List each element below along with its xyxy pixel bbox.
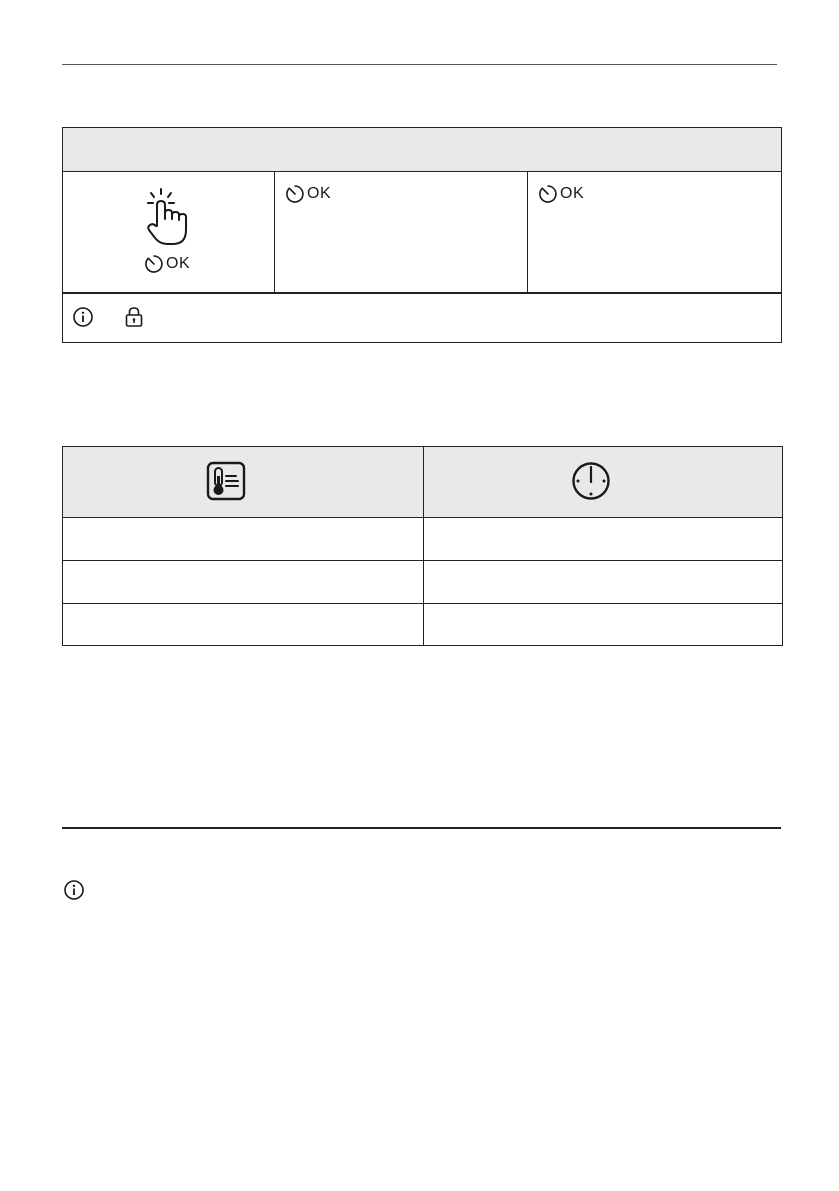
timer-icon	[538, 184, 558, 204]
table-row	[63, 518, 782, 561]
ok-label: OK	[560, 185, 585, 202]
long-press-ok-group	[538, 184, 584, 204]
controls-table-header	[63, 128, 781, 172]
info-icon	[63, 879, 85, 901]
timer-icon	[144, 254, 164, 274]
controls-cell-touch	[63, 172, 275, 292]
ok-label: OK	[307, 185, 332, 202]
info-icon	[72, 306, 94, 328]
controls-cell-short-press	[275, 172, 528, 292]
clock-icon	[571, 461, 611, 501]
section-rule	[62, 827, 781, 829]
ok-label: OK	[166, 255, 191, 272]
thermometer-display-icon	[206, 461, 246, 501]
controls-table-footer	[63, 294, 781, 342]
controls-table	[62, 127, 782, 343]
display-table	[62, 446, 783, 646]
table-row	[63, 561, 782, 604]
tap-hand-icon	[143, 186, 193, 248]
touch-ok-group	[144, 254, 190, 274]
top-rule	[62, 64, 777, 65]
short-press-ok-group	[285, 184, 331, 204]
lock-icon	[124, 306, 144, 328]
controls-cell-long-press	[528, 172, 781, 292]
timer-icon	[285, 184, 305, 204]
controls-table-row	[63, 172, 781, 294]
table-row	[63, 604, 782, 646]
